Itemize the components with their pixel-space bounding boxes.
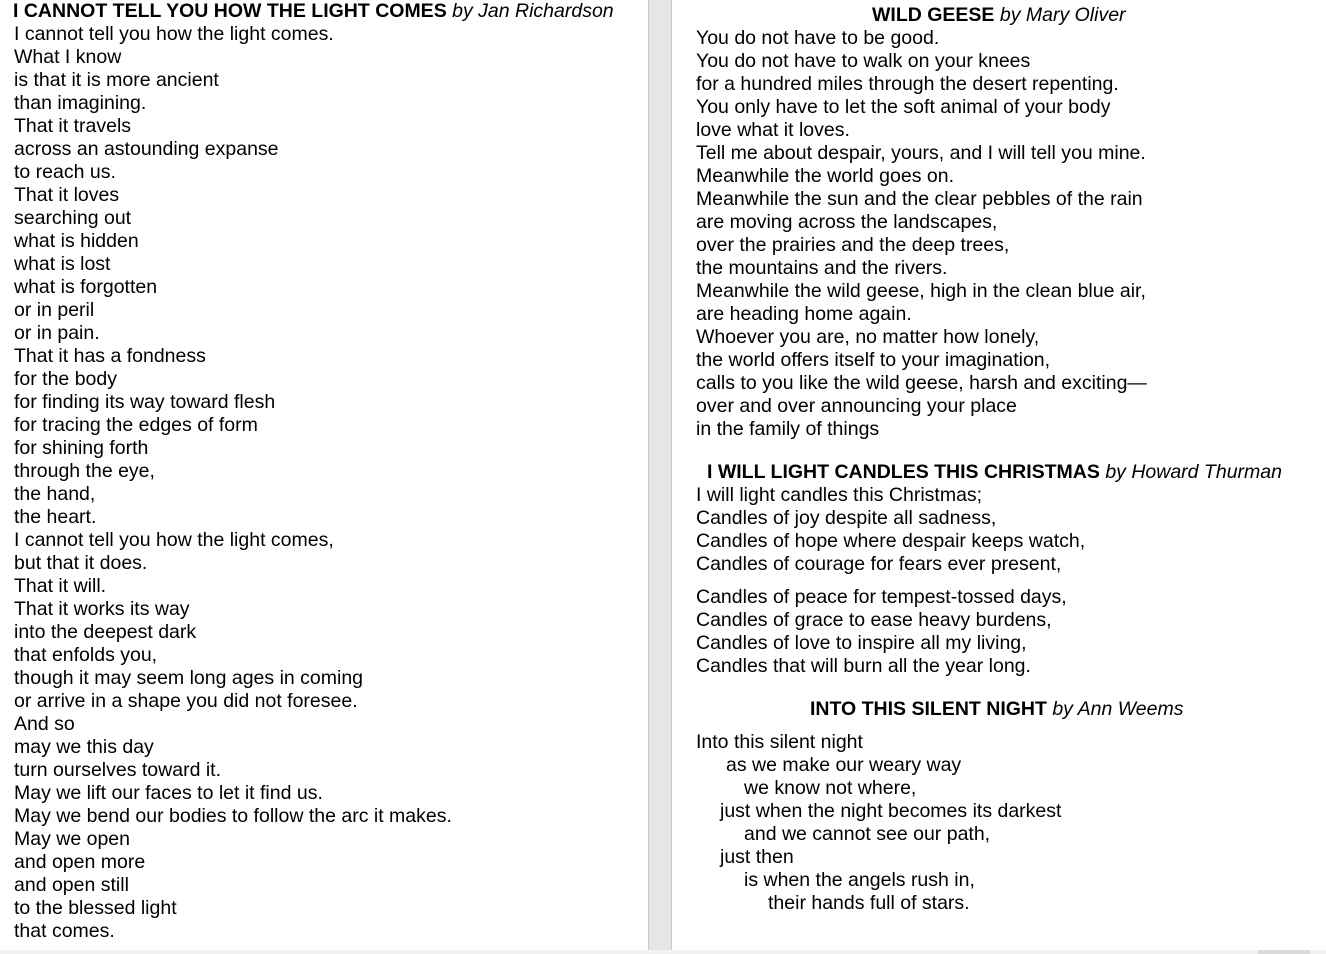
poem-line: That it loves [14, 184, 120, 206]
poem-author: by Jan Richardson [452, 0, 614, 22]
poem-line: are heading home again. [696, 303, 912, 325]
poem-line: for shining forth [14, 437, 149, 459]
poem-line: that comes. [14, 920, 115, 942]
poem-line: to the blessed light [14, 897, 177, 919]
poem-author: by Ann Weems [1052, 698, 1184, 720]
poem-line: for tracing the edges of form [14, 414, 258, 436]
poem-line: across an astounding expanse [14, 138, 279, 160]
poem-line: or arrive in a shape you did not foresee. [14, 690, 358, 712]
poem-line: as we make our weary way [726, 754, 962, 776]
poem-line: than imagining. [14, 92, 147, 114]
poem-line: May we lift our faces to let it find us. [14, 782, 323, 804]
poem-line: That it will. [14, 575, 107, 597]
poem-line: what is lost [14, 253, 111, 275]
poem-body-light-comes [14, 23, 452, 943]
poem-stanza-candles-1 [696, 484, 1085, 576]
poem-line: Candles of peace for tempest-tossed days, [696, 586, 1067, 608]
poem-title-text: I WILL LIGHT CANDLES THIS CHRISTMAS [707, 461, 1100, 483]
left-page [0, 0, 648, 950]
poem-body-silent-night [696, 731, 1061, 915]
poem-line: for a hundred miles through the desert repenting. [696, 73, 1119, 95]
poem-author: by Mary Oliver [999, 4, 1126, 26]
page-bottom-edge [0, 950, 1326, 954]
poem-title-silent-night [810, 698, 1183, 721]
poem-line: turn ourselves toward it. [14, 759, 222, 781]
poem-line: though it may seem long ages in coming [14, 667, 364, 689]
poem-line: into the deepest dark [14, 621, 197, 643]
poem-line: What I know [14, 46, 122, 68]
poem-line: we know not where, [744, 777, 917, 799]
poem-line: what is hidden [14, 230, 139, 252]
poem-body-wild-geese [696, 27, 1147, 441]
poem-line: is that it is more ancient [14, 69, 219, 91]
poem-title-light-comes [13, 0, 614, 23]
poem-line: the heart. [14, 506, 97, 528]
poem-line: And so [14, 713, 75, 735]
poem-stanza-candles-2 [696, 586, 1067, 678]
poem-line: love what it loves. [696, 119, 850, 141]
poem-line: and open more [14, 851, 146, 873]
poem-line: May we bend our bodies to follow the arc it makes. [14, 805, 452, 827]
poem-line: what is forgotten [14, 276, 158, 298]
poem-line: searching out [14, 207, 132, 229]
poem-line: Candles of love to inspire all my living, [696, 632, 1027, 654]
poem-line: Whoever you are, no matter how lonely, [696, 326, 1040, 348]
poem-line: just when the night becomes its darkest [720, 800, 1062, 822]
poem-line: for finding its way toward flesh [14, 391, 276, 413]
poem-line: Candles of courage for fears ever present, [696, 553, 1062, 575]
poem-line: for the body [14, 368, 117, 390]
poem-line: Meanwhile the sun and the clear pebbles of the rain [696, 188, 1143, 210]
poem-line: the world offers itself to your imagination, [696, 349, 1051, 371]
poem-line: that enfolds you, [14, 644, 158, 666]
poem-line: the hand, [14, 483, 96, 505]
poem-line: over and over announcing your place [696, 395, 1017, 417]
poem-line: I will light candles this Christmas; [696, 484, 983, 506]
poem-line: I cannot tell you how the light comes. [14, 23, 334, 45]
poem-line: Into this silent night [696, 731, 863, 753]
poem-line: through the eye, [14, 460, 155, 482]
poem-title-text: WILD GEESE [872, 4, 995, 26]
poem-line: You do not have to be good. [696, 27, 940, 49]
poem-line: and open still [14, 874, 129, 896]
poem-title-wild-geese [872, 4, 1126, 27]
poem-line: or in peril [14, 299, 95, 321]
poem-line: That it works its way [14, 598, 190, 620]
poem-line: That it has a fondness [14, 345, 206, 367]
poem-line: are moving across the landscapes, [696, 211, 998, 233]
right-page [672, 0, 1326, 950]
poem-line: Candles of joy despite all sadness, [696, 507, 997, 529]
poem-title-candles [707, 461, 1282, 484]
poem-line: their hands full of stars. [768, 892, 970, 914]
poem-line: Candles of hope where despair keeps watch, [696, 530, 1086, 552]
poem-author: by Howard Thurman [1105, 461, 1282, 483]
poem-line: is when the angels rush in, [744, 869, 975, 891]
poem-line: Candles of grace to ease heavy burdens, [696, 609, 1052, 631]
page-gutter [648, 0, 672, 950]
poem-line: calls to you like the wild geese, harsh and exciting— [696, 372, 1147, 394]
scroll-indicator[interactable] [1258, 950, 1310, 954]
poem-line: but that it does. [14, 552, 148, 574]
poem-line: Meanwhile the wild geese, high in the clean blue air, [696, 280, 1146, 302]
poem-line: I cannot tell you how the light comes, [14, 529, 334, 551]
poem-line: May we open [14, 828, 130, 850]
poem-line: in the family of things [696, 418, 880, 440]
poem-line: That it travels [14, 115, 132, 137]
poem-line: You do not have to walk on your knees [696, 50, 1031, 72]
poem-line: Tell me about despair, yours, and I will tell you mine. [696, 142, 1146, 164]
poem-title-text: INTO THIS SILENT NIGHT [810, 698, 1047, 720]
poem-line: and we cannot see our path, [744, 823, 991, 845]
poem-line: just then [720, 846, 794, 868]
poem-line: or in pain. [14, 322, 100, 344]
poem-line: You only have to let the soft animal of your body [696, 96, 1111, 118]
poem-line: may we this day [14, 736, 154, 758]
poem-line: Meanwhile the world goes on. [696, 165, 954, 187]
poem-line: the mountains and the rivers. [696, 257, 948, 279]
poem-title-text: I CANNOT TELL YOU HOW THE LIGHT COMES [13, 0, 447, 22]
poem-line: Candles that will burn all the year long. [696, 655, 1031, 677]
poem-line: to reach us. [14, 161, 116, 183]
poem-line: over the prairies and the deep trees, [696, 234, 1010, 256]
